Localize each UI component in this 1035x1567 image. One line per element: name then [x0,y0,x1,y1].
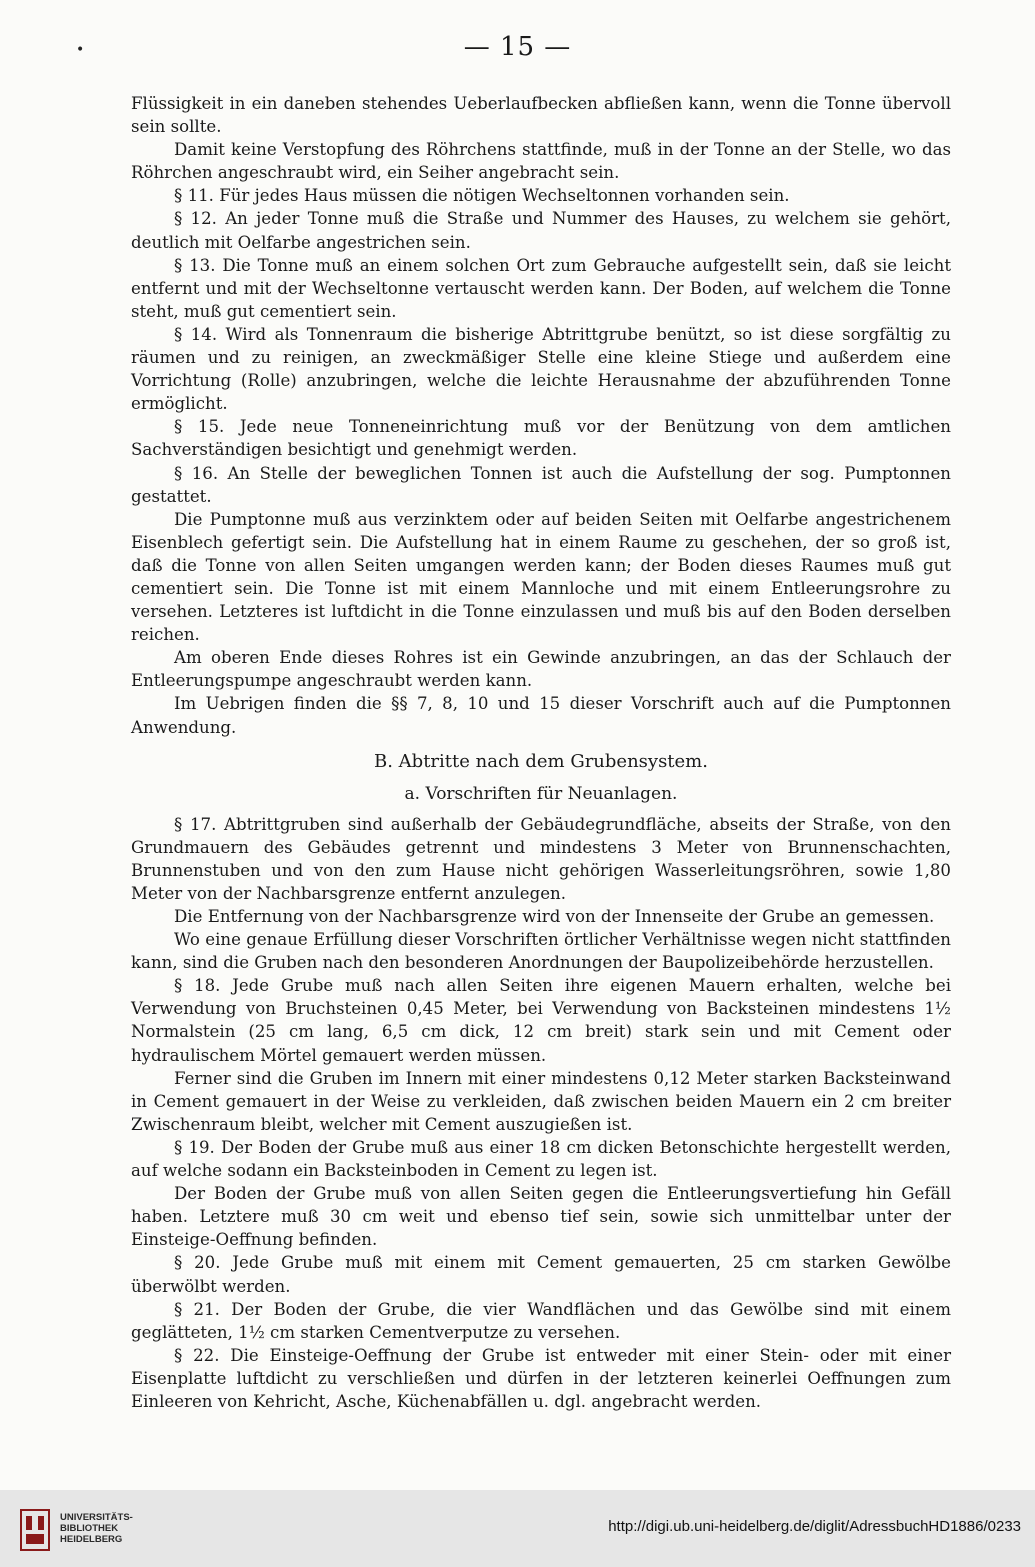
paragraph: Ferner sind die Gruben im Innern mit einer mindestens 0,12 Meter starken Backsteinwand in Cement gemauert in der Weise zu verkleiden, daß zwischen beiden Mauern ein 2 cm breiter Zwischenraum bleibt, welcher mit Cement auszugießen ist. [131,1068,951,1134]
paragraph: § 16. An Stelle der beweglichen Tonnen ist auch die Aufstellung der sog. Pumptonnen gestattet. [131,463,951,506]
paragraph: Flüssigkeit in ein daneben stehendes Ueberlaufbecken abfließen kann, wenn die Tonne übervoll sein sollte. [131,94,951,137]
institution-line: UNIVERSITÄTS- [60,1512,133,1523]
text-block-b [131,813,951,1413]
library-logo-icon [18,1508,52,1552]
section-title: B. Abtritte nach dem Grubensystem. [374,750,708,772]
paragraph: § 19. Der Boden der Grube muß aus einer 18 cm dicken Betonschichte hergestellt werden, auf welche sodann ein Backsteinboden in Cement zu legen ist. [131,1137,951,1181]
paragraph: Die Entfernung von der Nachbarsgrenze wird von der Innenseite der Grube an gemessen. [174,907,935,926]
paragraph: Wo eine genaue Erfüllung dieser Vorschriften örtlicher Verhältnisse wegen nicht stattfinden kann, sind die Gruben nach den besonderen Anordnungen der Baupolizeibehörde herzustellen. [131,930,951,973]
paragraph: § 14. Wird als Tonnenraum die bisherige Abtrittgrube benützt, so ist diese sorgfältig zu räumen und zu reinigen, an zweckmäßiger Stelle eine kleine Stiege und außerdem eine Vorrichtung (Rolle) anzubringen, welche die leichte Herausnahme der abzuführenden Tonne ermöglicht. [131,324,951,414]
margin-mark: • [76,42,85,58]
subsection-title: a. Vorschriften für Neuanlagen. [404,783,678,804]
library-footer [0,1490,1035,1567]
institution-line: HEIDELBERG [60,1534,123,1545]
paragraph: § 21. Der Boden der Grube, die vier Wandflächen und das Gewölbe sind mit einem geglätteten, 1½ cm starken Cementverputze zu versehen. [131,1299,951,1342]
paragraph: Die Pumptonne muß aus verzinktem oder auf beiden Seiten mit Oelfarbe angestrichenem Eisenblech gefertigt sein. Die Aufstellung hat in einem Raume zu geschehen, der so groß ist, daß die Tonne von allen Seiten umgangen werden kann; der Boden dieses Raumes muß gut cementiert sein. Die Tonne ist mit einem Mannloche und mit einem Entleerungsrohre zu versehen. Letzteres ist luftdicht in die Tonne einzulassen und muß bis auf den Boden derselben reichen. [131,509,951,645]
paragraph: Am oberen Ende dieses Rohres ist ein Gewinde anzubringen, an das der Schlauch der Entleerungspumpe angeschraubt werden kann. [131,648,951,691]
institution-name [60,1512,133,1545]
page-number: — 15 — [463,32,572,62]
text-block-a [131,92,951,739]
paragraph: § 17. Abtrittgruben sind außerhalb der Gebäudegrundfläche, abseits der Straße, von den Grundmauern des Gebäudes getrennt und mindestens 3 Meter von Brunnenschachten, Brunnenstuben und von den zum Hause nicht gehörigen Wasserleitungsröhren, sowie 1,80 Meter von der Nachbarsgrenze entfernt anzulegen. [131,814,951,903]
paragraph: § 15. Jede neue Tonneneinrichtung muß vor der Benützung von dem amtlichen Sachverständigen besichtigt und genehmigt werden. [131,417,951,460]
paragraph: Im Uebrigen finden die §§ 7, 8, 10 und 15 dieser Vorschrift auch auf die Pumptonnen Anwendung. [131,694,951,737]
paragraph: § 11. Für jedes Haus müssen die nötigen Wechseltonnen vorhanden sein. [174,186,790,206]
paragraph: § 20. Jede Grube muß mit einem mit Cement gemauerten, 25 cm starken Gewölbe überwölbt werden. [131,1253,951,1296]
paragraph: § 12. An jeder Tonne muß die Straße und Nummer des Hauses, zu welchem sie gehört, deutlich mit Oelfarbe angestrichen sein. [131,209,951,252]
paragraph: § 18. Jede Grube muß nach allen Seiten ihre eigenen Mauern erhalten, welche bei Verwendung von Bruchsteinen 0,45 Meter, bei Verwendung von Backsteinen mindestens 1½ Normalstein (25 cm lang, 6,5 cm dick, 12 cm breit) stark sein und mit Cement oder hydraulischem Mörtel gemauert werden müssen. [131,976,951,1065]
paragraph: Damit keine Verstopfung des Röhrchens stattfinde, muß in der Tonne an der Stelle, wo das Röhrchen angeschraubt wird, ein Seiher angebracht sein. [131,140,951,183]
paragraph: § 13. Die Tonne muß an einem solchen Ort zum Gebrauche aufgestellt sein, daß sie leicht entfernt und mit der Wechseltonne vertauscht werden kann. Der Boden, auf welchem die Tonne steht, muß gut cementiert sein. [131,255,951,321]
source-url[interactable]: http://digi.ub.uni-heidelberg.de/diglit/AdressbuchHD1886/0233 [608,1518,1021,1535]
paragraph: Der Boden der Grube muß von allen Seiten gegen die Entleerungsvertiefung hin Gefäll haben. Letztere muß 30 cm weit und ebenso tief sein, sowie sich unmittelbar unter der Einsteige-Oeffnung befinden. [131,1184,951,1250]
page-text [131,92,951,1413]
institution-line: BIBLIOTHEK [60,1523,119,1534]
paragraph: § 22. Die Einsteige-Oeffnung der Grube ist entweder mit einer Stein- oder mit einer Eisenplatte luftdicht zu verschließen und dürfen in der letzteren keinerlei Oeffnungen zum Einleeren von Kehricht, Asche, Küchenabfällen u. dgl. angebracht werden. [131,1345,951,1411]
